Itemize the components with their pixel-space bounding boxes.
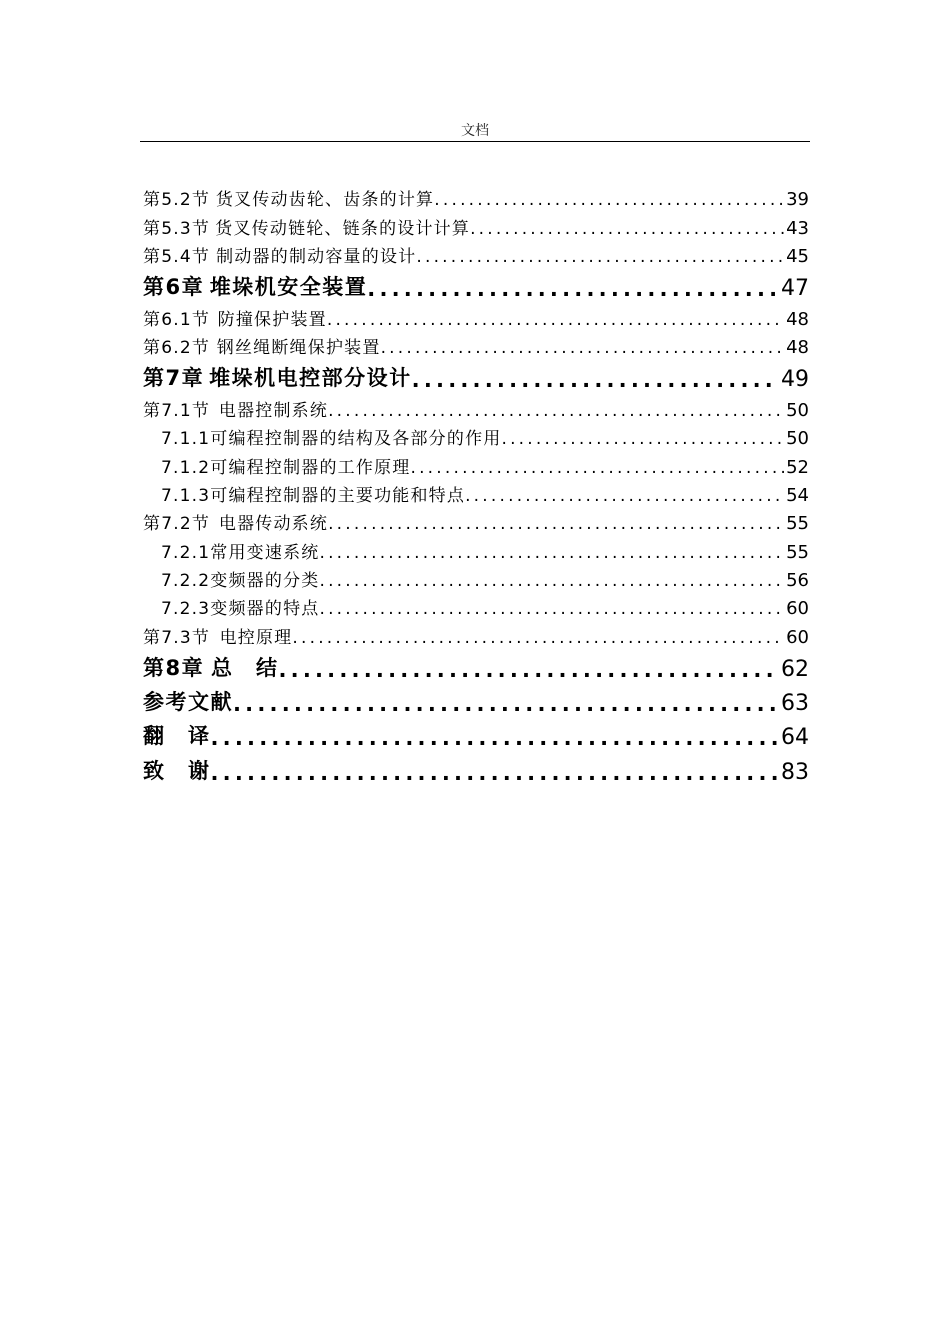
toc-entry-number: 第7.1节 [143, 400, 211, 421]
toc-subentry[interactable] [143, 534, 809, 562]
toc-entry-page: 60 [786, 626, 809, 648]
toc-entry-title: 翻 译 [143, 724, 211, 749]
toc-entry-number: 7.2.3 [161, 599, 211, 620]
toc-entry-number: 第6章 [143, 275, 205, 300]
toc-entry-title: 钢丝绳断绳保护装置 [216, 338, 381, 359]
toc-leader-dots [367, 277, 779, 301]
header-divider [140, 141, 810, 142]
toc-entry-title: 堆垛机安全装置 [209, 275, 368, 300]
toc-entry[interactable] [143, 506, 809, 534]
toc-entry-title: 货叉传动链轮、链条的设计计算 [215, 218, 471, 239]
toc-leader-dots [278, 658, 779, 682]
toc-leader-dots [501, 429, 784, 449]
toc-entry-title: 参考文献 [143, 690, 233, 715]
toc-entry-page: 62 [781, 657, 809, 683]
toc-leader-dots [211, 761, 780, 785]
toc-entry-page: 56 [786, 570, 809, 592]
toc-entry-title: 可编程控制器的工作原理 [210, 457, 411, 478]
toc-entry-page: 55 [786, 513, 809, 535]
toc-leader-dots [319, 599, 784, 619]
toc-leader-dots [381, 338, 785, 358]
toc-entry-page: 54 [786, 484, 809, 506]
toc-leader-dots [319, 543, 784, 563]
toc-entry-number: 第7章 [143, 366, 205, 391]
toc-entry-title: 总 结 [210, 656, 279, 681]
toc-entry-title: 变频器的特点 [210, 599, 320, 620]
toc-entry-title: 常用变速系统 [210, 542, 320, 563]
toc-leader-dots [328, 514, 784, 534]
toc-entry-title: 变频器的分类 [210, 571, 320, 592]
toc-entry-title: 防撞保护装置 [217, 309, 327, 330]
toc-leader-dots [319, 571, 784, 591]
toc-leader-dots [434, 190, 784, 210]
toc-chapter-entry[interactable] [143, 648, 809, 682]
toc-entry-title: 货叉传动齿轮、齿条的计算 [215, 190, 435, 211]
toc-entry[interactable] [143, 619, 809, 647]
toc-leader-dots [211, 726, 780, 750]
toc-subentry[interactable] [143, 591, 809, 619]
toc-entry-page: 48 [786, 308, 809, 330]
table-of-contents [143, 182, 809, 785]
toc-entry-number: 第5.4节 [143, 247, 211, 268]
toc-entry-number: 7.2.2 [161, 571, 211, 592]
toc-chapter-entry[interactable] [143, 267, 809, 301]
toc-entry[interactable] [143, 301, 809, 329]
toc-entry[interactable] [143, 239, 809, 267]
toc-entry-number: 7.2.1 [161, 542, 211, 563]
toc-entry[interactable] [143, 392, 809, 420]
toc-entry-page: 60 [786, 598, 809, 620]
toc-entry-page: 50 [786, 428, 809, 450]
toc-entry-title: 可编程控制器的结构及各部分的作用 [210, 429, 502, 450]
toc-entry-page: 43 [786, 217, 809, 239]
toc-entry-page: 49 [781, 367, 809, 393]
toc-chapter-entry[interactable] [143, 716, 809, 750]
toc-subentry[interactable] [143, 421, 809, 449]
toc-entry-number: 7.1.1 [161, 429, 211, 450]
toc-entry-title: 电器传动系统 [218, 514, 329, 535]
toc-entry[interactable] [143, 182, 809, 210]
toc-subentry[interactable] [143, 478, 809, 506]
toc-leader-dots [328, 401, 784, 421]
toc-entry-number: 第8章 [143, 656, 205, 681]
toc-entry-number: 7.1.2 [161, 457, 211, 478]
toc-subentry[interactable] [143, 449, 809, 477]
toc-entry-number: 第7.3节 [143, 627, 211, 648]
page-header: 文档 [461, 123, 489, 139]
toc-entry-title: 堆垛机电控部分设计 [209, 366, 412, 391]
toc-leader-dots [410, 458, 784, 478]
toc-entry-number: 第5.3节 [143, 218, 211, 239]
toc-entry-number: 第6.2节 [143, 338, 211, 359]
toc-entry-number: 7.1.3 [161, 485, 211, 506]
toc-entry-page: 48 [786, 337, 809, 359]
toc-entry-page: 50 [786, 399, 809, 421]
toc-entry-page: 64 [781, 725, 809, 751]
toc-entry-page: 55 [786, 541, 809, 563]
toc-entry-page: 45 [786, 246, 809, 268]
toc-entry-page: 52 [786, 456, 809, 478]
toc-chapter-entry[interactable] [143, 682, 809, 716]
toc-entry-page: 39 [786, 189, 809, 211]
toc-entry[interactable] [143, 330, 809, 358]
toc-entry[interactable] [143, 210, 809, 238]
toc-chapter-entry[interactable] [143, 358, 809, 392]
toc-entry-number: 第5.2节 [143, 190, 211, 211]
toc-entry-title: 电器控制系统 [218, 400, 329, 421]
toc-entry-page: 83 [781, 759, 809, 785]
toc-leader-dots [465, 486, 784, 506]
toc-leader-dots [470, 219, 784, 239]
toc-leader-dots [327, 310, 784, 330]
toc-leader-dots [292, 628, 784, 648]
toc-chapter-entry[interactable] [143, 750, 809, 784]
toc-subentry[interactable] [143, 563, 809, 591]
toc-leader-dots [416, 247, 784, 267]
toc-entry-title: 可编程控制器的主要功能和特点 [210, 485, 466, 506]
toc-leader-dots [412, 368, 779, 392]
toc-entry-title: 电控原理 [219, 627, 293, 648]
toc-entry-title: 制动器的制动容量的设计 [216, 247, 417, 268]
toc-entry-title: 致 谢 [143, 758, 211, 783]
toc-entry-page: 63 [781, 691, 809, 717]
toc-entry-number: 第6.1节 [143, 309, 211, 330]
toc-leader-dots [233, 692, 779, 716]
toc-entry-number: 第7.2节 [143, 514, 211, 535]
toc-entry-page: 47 [781, 276, 809, 302]
